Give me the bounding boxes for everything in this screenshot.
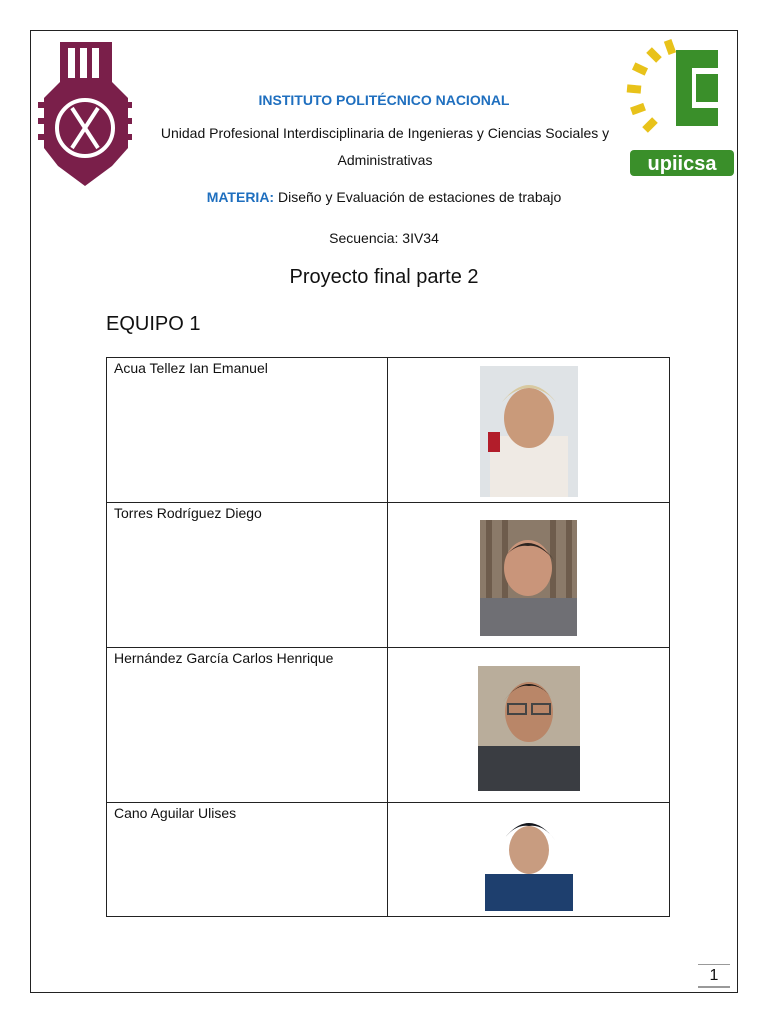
member-photo: [480, 366, 578, 497]
member-name: Acua Tellez Ian Emanuel: [114, 360, 268, 376]
table-row: [107, 503, 670, 648]
member-name-cell: [107, 803, 388, 917]
member-photo-cell: [388, 803, 670, 917]
table-row: [107, 358, 670, 503]
member-name-cell: [107, 358, 388, 503]
member-photo: [480, 520, 577, 636]
member-name-cell: [107, 648, 388, 803]
table-row: [107, 648, 670, 803]
member-name: Torres Rodríguez Diego: [114, 505, 262, 521]
members-table: [106, 357, 670, 917]
sequence-line: Secuencia: 3IV34: [329, 230, 439, 246]
member-photo-cell: [388, 503, 670, 648]
institution-name: INSTITUTO POLITÉCNICO NACIONAL: [258, 92, 510, 108]
subject-value: Diseño y Evaluación de estaciones de trabajo: [278, 189, 562, 205]
table-row: [107, 803, 670, 917]
ipn-logo-icon: [38, 38, 132, 190]
page-number: 1: [698, 964, 730, 988]
upiicsa-logo-icon: [626, 38, 738, 178]
team-title: EQUIPO 1: [106, 313, 201, 335]
upiicsa-logo-text: upiicsa: [647, 153, 717, 175]
member-photo-cell: [388, 648, 670, 803]
subject-line: [0, 189, 768, 205]
member-photo-cell: [388, 358, 670, 503]
member-name: Hernández García Carlos Henrique: [114, 650, 334, 666]
project-title: Proyecto final parte 2: [289, 266, 479, 288]
member-name: Cano Aguilar Ulises: [114, 805, 237, 821]
member-name-cell: [107, 503, 388, 648]
unit-name: Unidad Profesional Interdisciplinaria de Ingenieras y Ciencias Sociales y Administrativas: [160, 125, 610, 168]
member-photo: [483, 810, 575, 911]
subject-label: MATERIA:: [206, 189, 275, 205]
member-photo: [478, 666, 580, 791]
